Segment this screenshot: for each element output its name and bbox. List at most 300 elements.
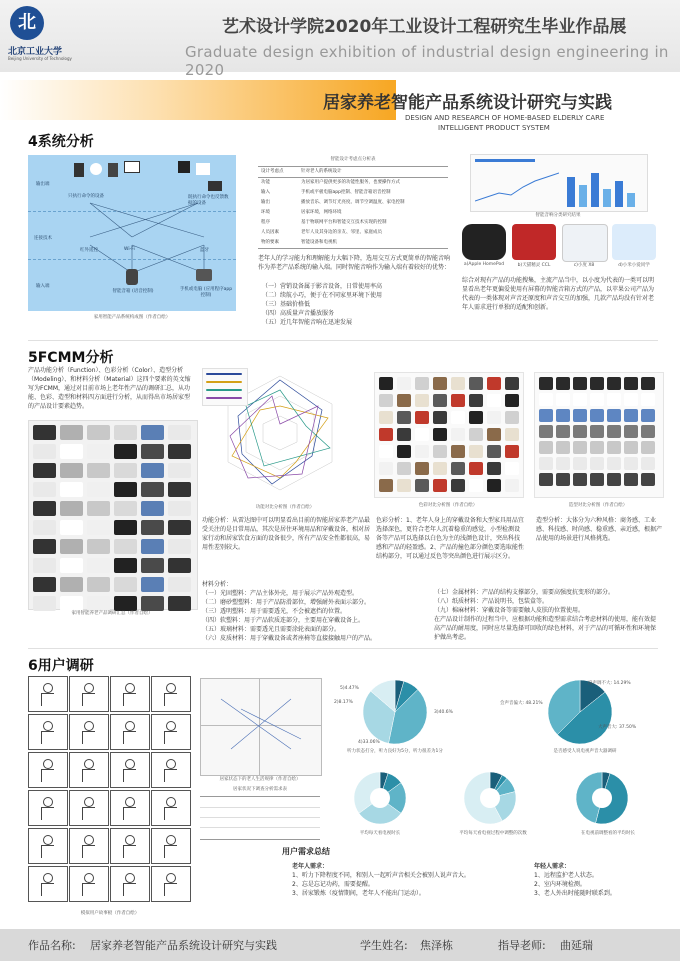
pie3-caption: 平均每天看电视时长 [359, 831, 401, 836]
product-thumbnail [33, 577, 56, 592]
sketch-figure [125, 683, 135, 693]
product-thumbnail [33, 520, 56, 535]
material-analysis-right [434, 588, 660, 642]
device-icon [178, 161, 190, 173]
sketch-figure [125, 835, 135, 845]
section-4-text: 老年人的学习能力和理解能力大幅下降，选用交互方式更简单的智能音响作为养老产品系统的输入端。同时智能音响作为输入端有着较好的优势： [258, 255, 451, 271]
sketch-body [123, 693, 136, 706]
product-thumbnail [556, 425, 570, 438]
table-row [258, 218, 448, 228]
sketch-body [123, 731, 136, 744]
school-name: 北京工业大学 [8, 47, 63, 57]
material-line: （五）玻璃材料：需要透光且需要涂轮表面的部分。 [202, 626, 341, 633]
material-line: 材料分析： [202, 581, 233, 588]
advantage-item: （四）高质量声音播放服务 [262, 310, 335, 317]
table-row [258, 178, 448, 188]
tv-icon [124, 161, 140, 173]
summary-title: 用户需求总结 [282, 847, 330, 856]
speaker-research-chart [470, 154, 648, 212]
exhibition-subtitle: Graduate design exhibition of industrial design engineering in 2020 [185, 43, 669, 79]
product-thumbnail [573, 409, 587, 422]
storyboard-frame [28, 866, 68, 902]
need-item: 1、远程监护老人状态。 [534, 872, 598, 879]
sketch-figure [84, 759, 94, 769]
sketch-body [82, 693, 95, 706]
product-thumbnail [573, 457, 587, 470]
product-thumbnail [433, 462, 447, 475]
pie1-label: 2)8.17% [334, 700, 353, 705]
product-thumbnail [87, 558, 110, 573]
table-row [258, 208, 448, 218]
sketch-body [164, 693, 177, 706]
storyboard-frame [69, 676, 109, 712]
elderly-needs [292, 862, 502, 898]
product-thumbnail [590, 409, 604, 422]
node-bluetooth: 蓝牙 [200, 248, 209, 253]
product-thumbnail [539, 457, 553, 470]
product-thumbnail [60, 425, 83, 440]
product-thumbnail [556, 473, 570, 486]
product-thumbnail [624, 425, 638, 438]
sketch-figure [43, 759, 53, 769]
sketch-figure [166, 759, 176, 769]
sketch-body [123, 807, 136, 820]
row-label-output: 输出端 [36, 182, 50, 187]
product-thumbnail [539, 441, 553, 454]
storyboard-frame [28, 714, 68, 750]
student-name: 焦泽栋 [420, 939, 453, 952]
exhibition-title: 艺术设计学院2020年工业设计工程研究生毕业作品展 [222, 17, 627, 37]
storyboard-caption: 模拟用户故事板（作者自绘） [80, 911, 140, 916]
fcmm-intro: 产品功能分析（Function）、色彩分析（Color）、造型分析（Modeling）、和材料分析（Material）这四个要素的英文缩写为FCMM，通过对目前市场上老年性产品的调研汇总，从功能、色彩、造型和材料四方面进行分析，从而得出市场居家型的产品设计要素趋势。 [28, 367, 191, 410]
sketch-body [82, 845, 95, 858]
product-thumbnail [505, 377, 519, 390]
sketch-body [41, 731, 54, 744]
product-thumbnail [469, 445, 483, 458]
sketch-figure [84, 683, 94, 693]
material-line: （九）棉麻材料：穿戴设备等需要触人皮肤的位置使用。 [434, 607, 585, 614]
product-thumbnail [573, 377, 587, 390]
product-thumbnail [60, 596, 83, 611]
product-thumbnail [624, 377, 638, 390]
tv-hours-pie-hole [370, 788, 390, 808]
table-line [200, 817, 320, 818]
function-radar-chart [202, 366, 368, 502]
product-thumbnail [114, 501, 137, 516]
table-cell: 为居家用户提供更多的功能性服务，也要操作方式 [301, 180, 400, 185]
product-thumbnail [379, 462, 393, 475]
table-cell: 输入 [261, 190, 270, 195]
product-thumbnail [607, 393, 621, 406]
product-thumbnail [469, 377, 483, 390]
sketch-figure [84, 873, 94, 883]
system-diagram-caption: 家用智能产品系统构成图（作者自绘） [93, 315, 171, 320]
sketch-figure [84, 797, 94, 807]
need-item: 1、听力下降程度不同，和别人一起听声音相关会被别人说声音大。 [292, 872, 470, 879]
product-thumbnail [87, 501, 110, 516]
sketch-figure [166, 797, 176, 807]
product-thumbnail [87, 482, 110, 497]
sketch-body [123, 883, 136, 896]
product-thumbnail [397, 479, 411, 492]
device-icon [208, 181, 222, 191]
storyboard-frame [69, 714, 109, 750]
product-thumbnail [433, 479, 447, 492]
product-thumbnail [573, 393, 587, 406]
product-thumbnail [451, 479, 465, 492]
product-label: b)天猫精灵 CCL [517, 263, 551, 268]
product-thumbnail [433, 428, 447, 441]
storyboard-frame [110, 752, 150, 788]
product-thumbnail [433, 411, 447, 424]
product-thumbnail [114, 577, 137, 592]
floorplan-diagram [200, 678, 322, 776]
table-line [200, 827, 320, 828]
product-thumbnail [607, 473, 621, 486]
product-thumbnail [624, 409, 638, 422]
analysis-table [258, 166, 448, 249]
project-title-en-2: INTELLIGENT PRODUCT SYSTEM [438, 124, 550, 132]
product-survey-grid [28, 420, 198, 610]
product-thumbnail [641, 377, 655, 390]
product-thumbnail [33, 596, 56, 611]
divider [28, 340, 658, 341]
section-6-title: 6用户调研 [28, 658, 94, 674]
table-cell: 老年人及其身边的亲友、邻里、家庭成员 [301, 230, 382, 235]
product-thumbnail [87, 425, 110, 440]
sketch-body [41, 883, 54, 896]
product-thumbnail [114, 444, 137, 459]
sketch-body [164, 845, 177, 858]
product-thumbnail [590, 377, 604, 390]
product-thumbnail [487, 411, 501, 424]
table-cell: 智能设备和电视机 [301, 240, 337, 245]
sketch-body [82, 883, 95, 896]
legend-swatch [206, 381, 242, 383]
storyboard-frame [69, 828, 109, 864]
table-cell: 基于物联网平台和智能交互技术实现的控制 [301, 220, 387, 225]
section-4-title: 4系统分析 [28, 134, 94, 150]
product-thumbnail [505, 462, 519, 475]
advantage-item: （三）基础价格低 [262, 301, 311, 308]
sketch-body [82, 807, 95, 820]
table-line [200, 807, 320, 808]
section-5-title: 5FCMM分析 [28, 350, 114, 366]
color-caption: 色彩对比分析图（作者自绘） [418, 503, 478, 508]
table-cell: 针对老人的系统设计 [301, 169, 342, 174]
adjust-times-pie-hole [480, 788, 500, 808]
product-thumbnail [556, 377, 570, 390]
analysis-table-caption: 智能设计考虑点分析表 [330, 157, 376, 162]
product-thumbnail [168, 520, 191, 535]
product-thumbnail [415, 394, 429, 407]
product-thumbnail [641, 457, 655, 470]
product-thumbnail [141, 482, 164, 497]
legend-swatch [206, 373, 242, 375]
storyboard-frame [151, 714, 191, 750]
product-thumbnail [114, 558, 137, 573]
elderly-needs-title: 老年人需求： [292, 863, 329, 870]
product-thumbnail [397, 445, 411, 458]
storyboard-frame [110, 866, 150, 902]
product-thumbnail [607, 377, 621, 390]
table-cell: 程序 [261, 220, 270, 225]
sketch-figure [125, 721, 135, 731]
shape-caption: 造型对比分析图（作者自绘） [568, 503, 628, 508]
sketch-figure [43, 721, 53, 731]
product-thumbnail [415, 479, 429, 492]
sketch-figure [166, 835, 176, 845]
material-line: （八）纸质材料：产品说明书，包装盒等。 [434, 598, 549, 605]
xiaomi-speaker-image [612, 224, 656, 260]
product-thumbnail [451, 428, 465, 441]
product-thumbnail [60, 501, 83, 516]
sketch-body [41, 845, 54, 858]
pie1-label: 5)4.47% [340, 686, 359, 691]
product-thumbnail [141, 558, 164, 573]
product-thumbnail [397, 394, 411, 407]
needs-table [200, 796, 320, 840]
speaker-icon [126, 269, 138, 285]
sketch-body [41, 693, 54, 706]
chart-header [475, 159, 535, 162]
product-thumbnail [469, 428, 483, 441]
sketch-figure [125, 759, 135, 769]
color-analysis-grid [374, 372, 524, 498]
table-cell: 播放音乐、调节灯光亮度、调节空调温度、家电控制 [301, 200, 405, 205]
product-thumbnail [505, 445, 519, 458]
product-thumbnail [60, 482, 83, 497]
product-thumbnail [487, 445, 501, 458]
product-thumbnail [556, 441, 570, 454]
product-thumbnail [397, 411, 411, 424]
product-thumbnail [168, 463, 191, 478]
table-cell: 输出 [261, 200, 270, 205]
product-label: a)Apple HomePod [463, 262, 505, 267]
product-thumbnail [487, 377, 501, 390]
sketch-figure [43, 873, 53, 883]
table-cell: 居家环境，网络环境 [301, 210, 342, 215]
need-item: 3、老人外出时能随时联系到。 [534, 890, 616, 897]
product-thumbnail [87, 577, 110, 592]
table-cell: 设计考虑点 [261, 169, 284, 174]
young-needs [534, 862, 654, 898]
pie1-caption: 听力状态打分，听力良好为5分，听力很差为1分 [347, 749, 443, 754]
row-label-connect: 连接技术 [34, 236, 52, 241]
survey-pie-charts [330, 676, 660, 846]
product-thumbnail [433, 394, 447, 407]
shape-analysis-text: 造型分析：大体分为六种风格：商务感、工业感、科技感、时尚感、稳重感、亲近感，根据产品使用的场景进行风格挑选。 [536, 517, 663, 542]
product-thumbnail [87, 463, 110, 478]
node-wifi: Wi-Fi [124, 247, 135, 252]
young-needs-title: 年轻人需求： [534, 863, 571, 870]
laptop-icon [196, 269, 212, 281]
product-thumbnail [415, 462, 429, 475]
sketch-figure [84, 721, 94, 731]
material-line: （一）光固塑料：产品主体外壳，用于展示产品外观造型。 [202, 590, 359, 597]
advantage-item: （二）续航小巧，便于在不同家里环境下使用 [262, 292, 383, 299]
sketch-body [164, 807, 177, 820]
product-thumbnail [641, 393, 655, 406]
product-thumbnail [451, 411, 465, 424]
product-thumbnail [487, 462, 501, 475]
storyboard-frame [110, 676, 150, 712]
product-label: d)小米小爱同学 [618, 263, 650, 268]
product-thumbnail [168, 558, 191, 573]
product-thumbnail [141, 520, 164, 535]
product-thumbnail [556, 409, 570, 422]
product-thumbnail [33, 501, 56, 516]
storyboard-frame [110, 714, 150, 750]
product-thumbnail [641, 441, 655, 454]
product-thumbnail [487, 479, 501, 492]
product-thumbnail [641, 409, 655, 422]
product-thumbnail [539, 425, 553, 438]
table-cell: 功能 [261, 180, 270, 185]
storyboard-frame [151, 828, 191, 864]
device-icon [74, 163, 84, 177]
sketch-figure [125, 797, 135, 807]
product-thumbnail [451, 462, 465, 475]
project-title: 居家养老智能产品系统设计研究与实践 [323, 93, 612, 113]
project-title-en-1: DESIGN AND RESEARCH OF HOME-BASED ELDERLY CARE [405, 114, 605, 122]
student-label: 学生姓名: [360, 939, 408, 952]
product-thumbnail [168, 501, 191, 516]
sketch-body [41, 769, 54, 782]
speaker-chart-caption: 智能音响分类研究结果 [535, 213, 581, 218]
row-label-input: 输入端 [36, 284, 50, 289]
radar-caption: 功能对比分析图（作者自绘） [255, 505, 315, 510]
product-thumbnail [607, 425, 621, 438]
bar-chart [565, 167, 643, 207]
product-thumbnail [624, 473, 638, 486]
storyboard-frame [151, 790, 191, 826]
product-thumbnail [114, 482, 137, 497]
product-thumbnail [607, 409, 621, 422]
need-item: 2、忘是忘记功药，需要提醒。 [292, 881, 374, 888]
product-thumbnail [505, 428, 519, 441]
advisor-name: 曲延瑞 [560, 939, 593, 952]
product-thumbnail [60, 539, 83, 554]
legend-swatch [206, 397, 242, 399]
table-row [258, 188, 448, 198]
sketch-body [82, 731, 95, 744]
product-thumbnail [33, 482, 56, 497]
product-thumbnail [87, 596, 110, 611]
product-thumbnail [114, 596, 137, 611]
tmall-speaker-image [512, 224, 556, 260]
product-thumbnail [397, 428, 411, 441]
product-thumbnail [397, 377, 411, 390]
product-thumbnail [607, 441, 621, 454]
product-thumbnail [114, 425, 137, 440]
product-thumbnail [415, 428, 429, 441]
storyboard-frame [151, 752, 191, 788]
divider [28, 648, 658, 649]
product-thumbnail [415, 377, 429, 390]
product-thumbnail [469, 411, 483, 424]
product-thumbnail [641, 425, 655, 438]
pie1-label: 3)40.6% [434, 710, 453, 715]
product-thumbnail [168, 425, 191, 440]
product-thumbnail [505, 479, 519, 492]
sketch-figure [43, 835, 53, 845]
product-thumbnail [87, 520, 110, 535]
product-thumbnail [60, 558, 83, 573]
product-thumbnail [379, 479, 393, 492]
node-output-feedback: 既执行命令也反馈数据的设备 [188, 195, 229, 206]
node-phone-pc: 手机或电脑 (应用程序app控制) [179, 287, 233, 298]
product-thumbnail [114, 520, 137, 535]
product-thumbnail [60, 463, 83, 478]
device-icon [90, 163, 102, 175]
product-thumbnail [33, 539, 56, 554]
school-name-en: Beijing University of Technology [8, 56, 72, 61]
sketch-figure [125, 873, 135, 883]
product-thumbnail [505, 411, 519, 424]
product-thumbnail [451, 394, 465, 407]
floorplan-routes [201, 679, 321, 775]
needs-table-caption: 居家状况下调查分析需求表 [233, 787, 287, 792]
product-thumbnail [451, 377, 465, 390]
product-thumbnail [168, 596, 191, 611]
floorplan-caption: 居家状态下的老人生活规律（作者自绘） [219, 777, 301, 782]
pie2-label: 会声音偏大: 48.21% [500, 701, 543, 706]
product-thumbnail [60, 577, 83, 592]
product-thumbnail [87, 539, 110, 554]
product-thumbnail [539, 473, 553, 486]
material-analysis-left [202, 580, 430, 643]
pie5-caption: 在电视前调整看的平均时长 [581, 831, 635, 836]
product-thumbnail [590, 473, 604, 486]
product-thumbnail [114, 463, 137, 478]
material-line: 在产品设计制作的过程当中，应根据功能和造型需求结合考虑材料的使用，能有效提高产品的耐用度，同时应尽量选择可回收的绿色材料，对于产品的可循环性和环境保护做出考虑。 [434, 616, 657, 641]
material-line: （二）磨砂塑塑料：用于产品防滑部位，增强耐外表面示部分。 [202, 599, 371, 606]
sketch-body [164, 731, 177, 744]
storyboard-frame [151, 676, 191, 712]
table-row [258, 238, 448, 248]
shape-analysis-grid [534, 372, 664, 498]
product-thumbnail [114, 539, 137, 554]
sketch-figure [43, 797, 53, 807]
need-item: 3、居家锻炼（疫情期间，老年人不能出门运动）。 [292, 890, 425, 897]
product-thumbnail [141, 463, 164, 478]
product-thumbnail [397, 462, 411, 475]
product-thumbnail [379, 377, 393, 390]
table-cell: 环境 [261, 210, 270, 215]
product-grid-caption: 家用智能养老产品调研汇总（作者自绘） [71, 611, 153, 616]
product-thumbnail [379, 394, 393, 407]
sketch-figure [84, 835, 94, 845]
pie2-caption: 是否感受人说电视声音大器调研 [553, 749, 617, 754]
material-line: （七）金属材料：产品的结构支撑部分，需要高强度抗变形的部分。 [434, 589, 615, 596]
node-smart-speaker: 智能音箱 (语音控制) [112, 289, 154, 294]
storyboard-frame [28, 676, 68, 712]
product-thumbnail [141, 444, 164, 459]
product-thumbnail [469, 479, 483, 492]
product-thumbnail [33, 463, 56, 478]
homepod-image [462, 224, 506, 260]
product-thumbnail [539, 409, 553, 422]
product-thumbnail [415, 445, 429, 458]
sketch-figure [43, 683, 53, 693]
product-thumbnail [33, 425, 56, 440]
storyboard-frame [69, 790, 109, 826]
device-icon [196, 163, 210, 175]
product-thumbnail [573, 473, 587, 486]
product-thumbnail [141, 425, 164, 440]
material-line: （三）透明塑料：用于需要透光，不会被遮挡的位置。 [202, 608, 347, 615]
